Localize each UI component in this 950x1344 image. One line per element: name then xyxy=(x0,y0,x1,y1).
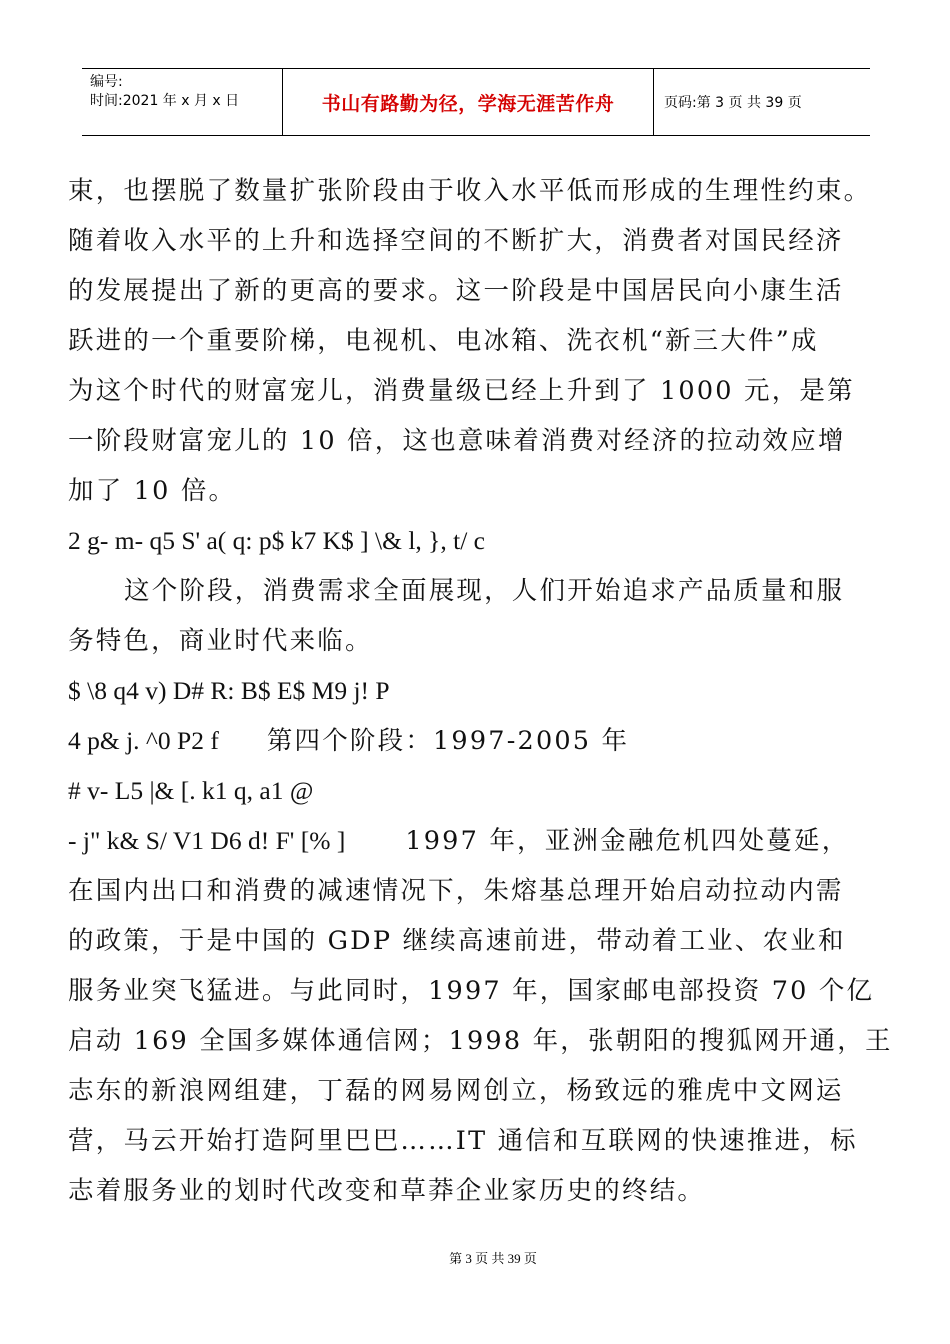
body-line: 营，马云开始打造阿里巴巴……IT 通信和互联网的快速推进，标 xyxy=(68,1126,858,1156)
noise-fragment: - j" k& S/ V1 D6 d! F' [% ] xyxy=(68,826,346,855)
noise-line: 2 g- m- q5 S' a( q: p$ k7 K$ ] \& l, }, t/ c xyxy=(68,526,486,555)
body-line: 在国内出口和消费的减速情况下，朱熔基总理开始启动拉动内需 xyxy=(68,876,844,906)
document-time-label: 时间:2021 年 x 月 x 日 xyxy=(90,93,240,109)
noise-line: # v- L5 |& [. k1 q, a1 @ xyxy=(68,776,314,805)
body-line: 启动 169 全国多媒体通信网；1998 年，张朝阳的搜狐网开通，王 xyxy=(68,1026,893,1056)
page-footer: 第 3 页 共 39 页 xyxy=(449,1251,537,1266)
paragraph-start: 1997 年，亚洲金融危机四处蔓延， xyxy=(405,826,850,856)
document-body xyxy=(68,166,893,1216)
body-line: 务特色，商业时代来临。 xyxy=(68,626,373,656)
header-page-number: 页码:第 3 页 共 39 页 xyxy=(664,95,802,111)
section-heading-line xyxy=(68,716,884,766)
noise-fragment: 4 p& j. ^0 P2 f xyxy=(68,726,219,755)
body-line: 志东的新浪网组建，丁磊的网易网创立，杨致远的雅虎中文网运 xyxy=(68,1076,844,1106)
body-line: 束，也摆脱了数量扩张阶段由于收入水平低而形成的生理性约束。 xyxy=(68,176,872,206)
body-line: 随着收入水平的上升和选择空间的不断扩大，消费者对国民经济 xyxy=(68,226,844,256)
body-line: 志着服务业的划时代改变和草莽企业家历史的终结。 xyxy=(68,1176,706,1206)
body-line: 跃进的一个重要阶梯，电视机、电冰箱、洗衣机“新三大件”成 xyxy=(68,326,819,356)
page-header xyxy=(82,68,870,136)
body-line: 这个阶段，消费需求全面展现，人们开始追求产品质量和服 xyxy=(124,576,845,606)
body-line: 的政策，于是中国的 GDP 继续高速前进，带动着工业、农业和 xyxy=(68,926,846,956)
body-line: 加了 10 倍。 xyxy=(68,476,237,506)
header-motto: 书山有路勤为径，学海无涯苦作舟 xyxy=(282,69,654,135)
body-line xyxy=(68,816,884,866)
body-line: 为这个时代的财富宠儿，消费量级已经上升到了 1000 元，是第 xyxy=(68,376,855,406)
body-line: 一阶段财富宠儿的 10 倍，这也意味着消费对经济的拉动效应增 xyxy=(68,426,846,456)
document-number-label: 编号: xyxy=(90,74,123,90)
body-line: 服务业突飞猛进。与此同时，1997 年，国家邮电部投资 70 个亿 xyxy=(68,976,875,1006)
noise-line: $ \8 q4 v) D# R: B$ E$ M9 j! P xyxy=(68,676,390,705)
section-heading: 第四个阶段：1997-2005 年 xyxy=(266,726,630,756)
body-line: 的发展提出了新的更高的要求。这一阶段是中国居民向小康生活 xyxy=(68,276,844,306)
header-meta xyxy=(82,69,282,135)
